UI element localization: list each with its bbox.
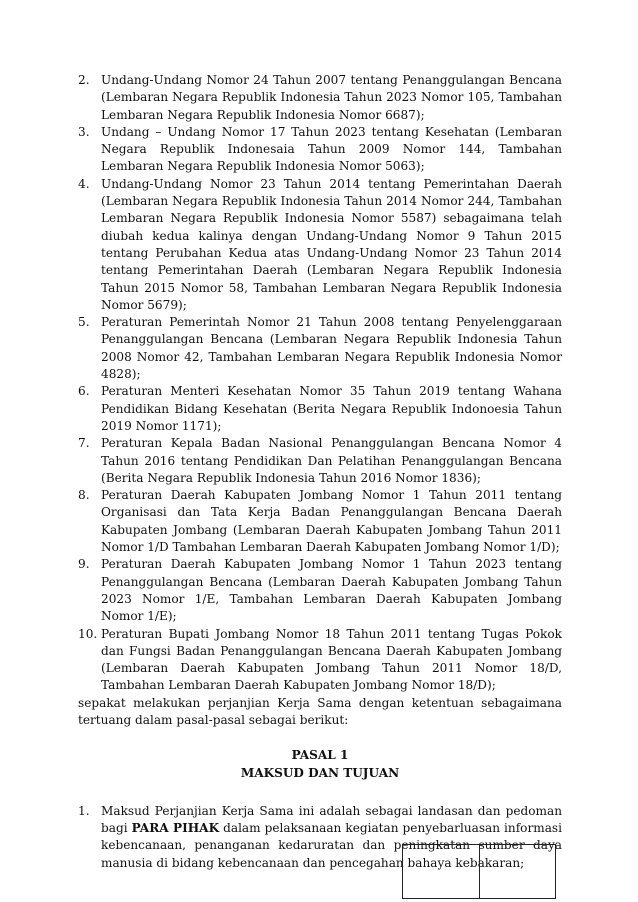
legal-basis-item (78, 124, 562, 176)
closing-paragraph: sepakat melakukan perjanjian Kerja Sama dengan ketentuan sebagaimana tertuang dalam pasal-pasal sebagai berikut: (78, 695, 562, 727)
item-number: 7. (78, 436, 90, 451)
item-text: Peraturan Daerah Kabupaten Jombang Nomor 1 Tahun 2023 tentang Penanggulangan Bencana (Lembaran Daerah Kabupaten Jombang Tahun 2023 Nomor 1/E, Tambahan Lembaran Daerah Kabupaten Jombang Nomor 1/E); (101, 557, 562, 624)
document-page (78, 72, 562, 872)
article-title: MAKSUD DAN TUJUAN (240, 765, 400, 780)
legal-basis-item (78, 314, 562, 383)
item-number: 4. (78, 176, 90, 191)
initials-cell-left (403, 845, 479, 898)
parties-emphasis: PARA PIHAK (131, 821, 220, 836)
item-text-after: dalam pelaksanaan kegiatan penyebarluasan informasi kebencanaan, penanganan kedaruratan dan peningkatan sumber daya manusia di bidang kebencanaan dan pencegahan bahaya kebakaran; (101, 821, 562, 870)
item-text: Peraturan Daerah Kabupaten Jombang Nomor 1 Tahun 2011 tentang Organisasi dan Tata Kerja Badan Penanggulangan Bencana Daerah Kabupaten Jombang (Lembaran Daerah Kabupaten Jombang Tahun 2011 Nomor 1/D Tambahan Lembaran Daerah Kabupaten Jombang Nomor 1/D); (101, 488, 562, 555)
item-text: Peraturan Bupati Jombang Nomor 18 Tahun 2011 tentang Tugas Pokok dan Fungsi Badan Penanggulangan Bencana Daerah Kabupaten Jombang (Lembaran Daerah Kabupaten Jombang Tahun 2011 Nomor 18/D, Tambahan Lembaran Daerah Kabupaten Jombang Nomor 18/D); (101, 626, 562, 693)
initials-box (402, 844, 556, 899)
item-number: 3. (78, 124, 90, 139)
item-number: 1. (78, 803, 90, 818)
initials-cell-right (479, 845, 556, 898)
item-number: 10. (78, 626, 98, 641)
legal-basis-item (78, 435, 562, 487)
item-number: 6. (78, 384, 90, 399)
item-number: 2. (78, 73, 90, 87)
item-text: Undang-Undang Nomor 23 Tahun 2014 tentang Pemerintahan Daerah (Lembaran Negara Republik Indonesia Tahun 2014 Nomor 244, Tambahan Lembaran Negara Republik Indonesia Nomor 5587) sebagaimana telah diubah kedua kalinya dengan Undang-Undang Nomor 9 Tahun 2015 tentang Perubahan Kedua atas Undang-Undang Nomor 23 Tahun 2014 tentang Pemerintahan Daerah (Lembaran Negara Republik Indonesia Tahun 2015 Nomor 58, Tambahan Lembaran Negara Republik Indonesia Nomor 5679); (101, 176, 562, 312)
item-text: Undang-Undang Nomor 24 Tahun 2007 tentang Penanggulangan Bencana (Lembaran Negara Republik Indonesia Tahun 2023 Nomor 105, Tambahan Lembaran Negara Republik Indonesia Nomor 6687); (101, 73, 562, 122)
item-number: 9. (78, 557, 90, 572)
legal-basis-item (78, 72, 562, 124)
item-text: Peraturan Kepala Badan Nasional Penanggulangan Bencana Nomor 4 Tahun 2016 tentang Pendidikan Dan Pelatihan Penanggulangan Bencana (Berita Negara Republik Indonesia Tahun 2016 Nomor 1836); (101, 436, 562, 485)
legal-basis-item (78, 626, 562, 695)
legal-basis-item (78, 383, 562, 435)
legal-basis-item (78, 487, 562, 556)
item-text-before: Maksud Perjanjian Kerja Sama ini adalah sebagai landasan dan pedoman bagi (101, 803, 562, 836)
item-text: Peraturan Menteri Kesehatan Nomor 35 Tahun 2019 tentang Wahana Pendidikan Bidang Kesehatan (Berita Negara Republik Indonoesia Tahun 2019 Nomor 1171); (101, 384, 562, 433)
article-number: PASAL 1 (291, 748, 349, 763)
legal-basis-item (78, 556, 562, 625)
item-text: Peraturan Pemerintah Nomor 21 Tahun 2008 tentang Penyelenggaraan Penanggulangan Bencana (Lembaran Negara Republik Indonesia Tahun 2008 Nomor 42, Tambahan Lembaran Negara Republik Indonesia Nomor 4828); (101, 315, 562, 382)
legal-basis-item (78, 176, 562, 314)
item-number: 5. (78, 315, 90, 330)
item-number: 8. (78, 488, 90, 503)
item-text: Undang – Undang Nomor 17 Tahun 2023 tentang Kesehatan (Lembaran Negara Republik Indonesaia Tahun 2009 Nomor 144, Tambahan Lembaran Negara Republik Indonesia Nomor 5063); (101, 124, 562, 174)
legal-basis-list (78, 72, 562, 695)
